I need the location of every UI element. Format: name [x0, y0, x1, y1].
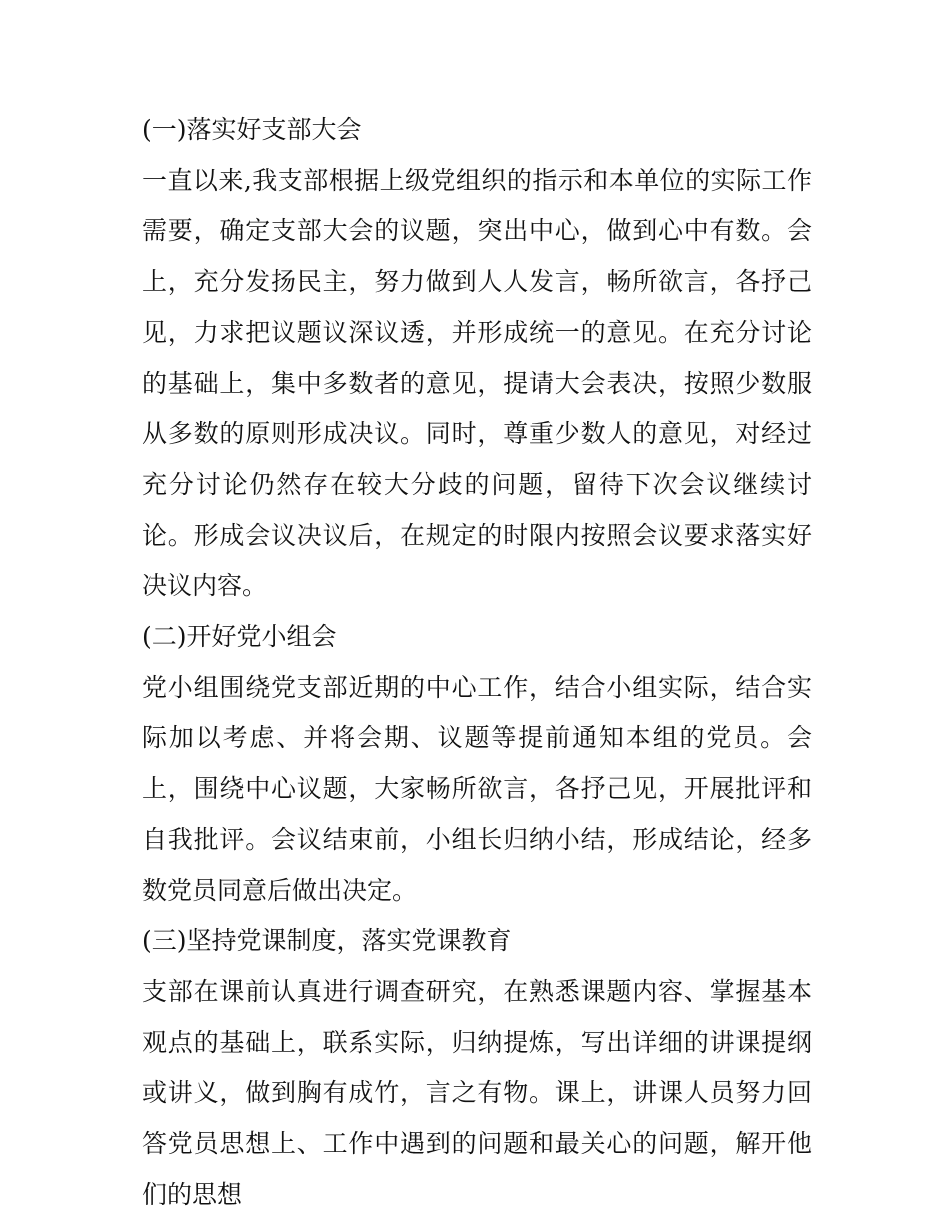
- section-paragraph-3: 支部在课前认真进行调查研究，在熟悉课题内容、掌握基本观点的基础上，联系实际，归纳提炼，写出详细的讲课提纲或讲义，做到胸有成竹，言之有物。课上，讲课人员努力回答党员思想上、工作中遇到的问题和最关心的问题，解开他们的思想: [142, 976, 812, 1209]
- section-heading-1: (一)落实好支部大会: [142, 115, 362, 144]
- section-paragraph-1: 一直以来,我支部根据上级党组织的指示和本单位的实际工作需要，确定支部大会的议题，突出中心，做到心中有数。会上，充分发扬民主，努力做到人人发言，畅所欲言，各抒己见，力求把议题议深议透，并形成统一的意见。在充分讨论的基础上，集中多数者的意见，提请大会表决，按照少数服从多数的原则形成决议。同时，尊重少数人的意见，对经过充分讨论仍然存在较大分歧的问题，留待下次会议继续讨论。形成会议决议后，在规定的时限内按照会议要求落实好决议内容。: [142, 165, 812, 601]
- document-body: [142, 105, 812, 1220]
- section-paragraph-2: 党小组围绕党支部近期的中心工作，结合小组实际，结合实际加以考虑、并将会期、议题等提前通知本组的党员。会上，围绕中心议题，大家畅所欲言，各抒己见，开展批评和自我批评。会议结束前，小组长归纳小结，形成结论，经多数党员同意后做出决定。: [142, 672, 812, 905]
- section-heading-3: (三)坚持党课制度，落实党课教育: [142, 926, 512, 956]
- section-heading-2: (二)开好党小组会: [142, 622, 337, 652]
